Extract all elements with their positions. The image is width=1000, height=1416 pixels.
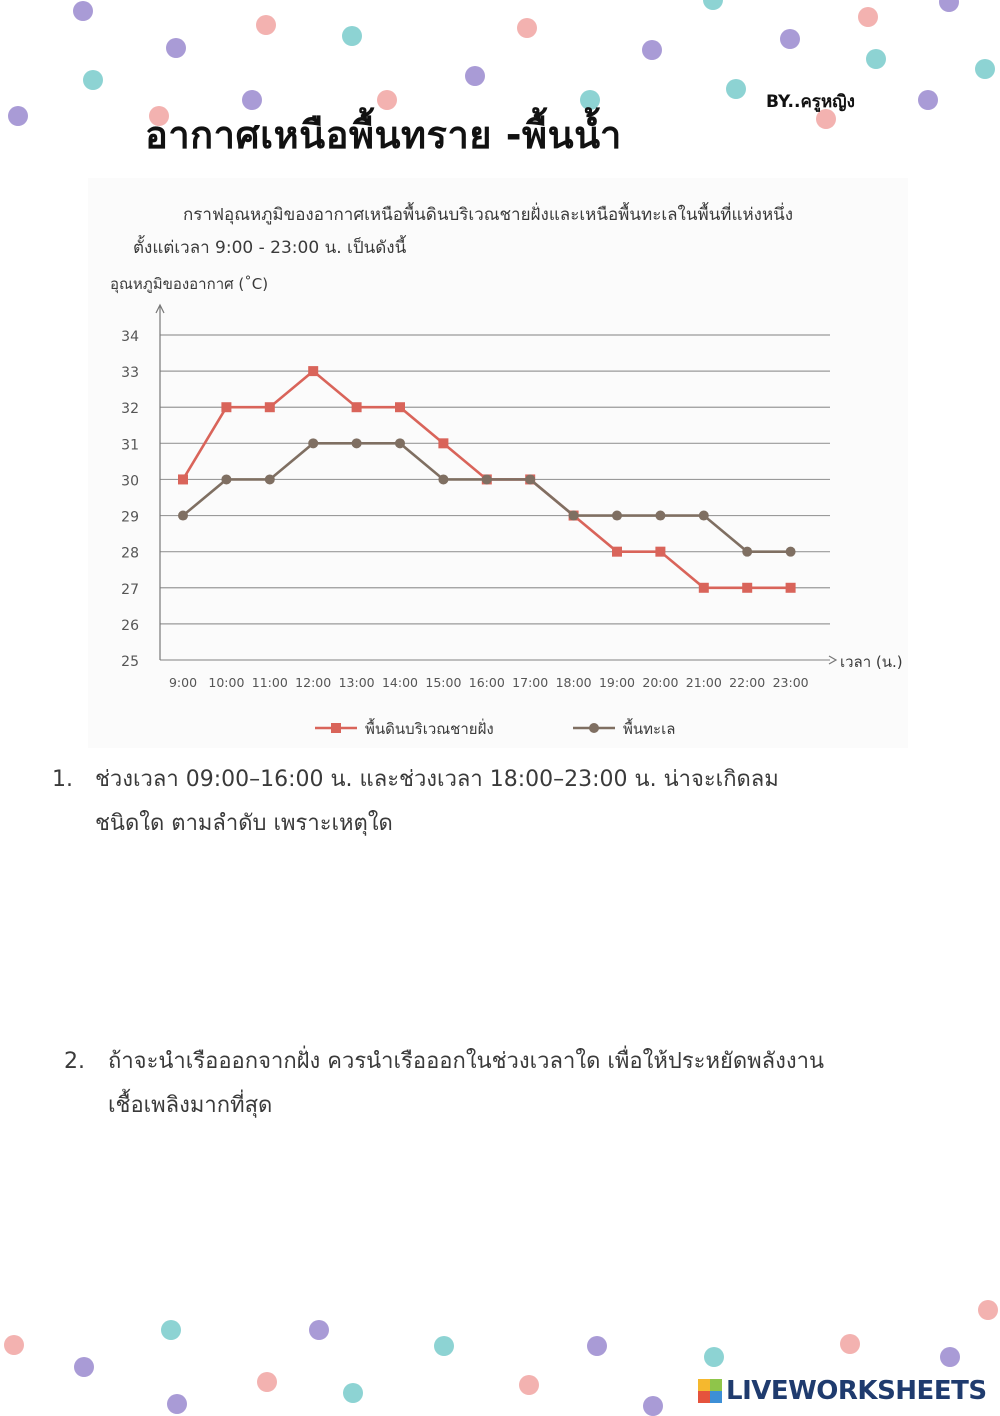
x-tick-label: 17:00 xyxy=(512,675,549,690)
data-point xyxy=(395,438,405,448)
decor-dot xyxy=(256,15,276,35)
x-tick-label: 10:00 xyxy=(208,675,245,690)
decor-dot xyxy=(309,1320,329,1340)
x-tick-label: 20:00 xyxy=(642,675,679,690)
data-point xyxy=(395,402,405,412)
decor-dot xyxy=(73,1,93,21)
decor-dot xyxy=(726,79,746,99)
decor-dot xyxy=(858,7,878,27)
x-tick-label: 22:00 xyxy=(729,675,766,690)
data-point xyxy=(308,438,318,448)
data-point xyxy=(178,511,188,521)
data-point xyxy=(265,402,275,412)
decor-dot xyxy=(167,1394,187,1414)
x-tick-label: 12:00 xyxy=(295,675,332,690)
data-point xyxy=(482,474,492,484)
x-tick-label: 14:00 xyxy=(381,675,419,690)
data-point xyxy=(699,583,709,593)
y-tick-label: 28 xyxy=(121,545,139,562)
decor-dot xyxy=(704,1347,724,1367)
x-tick-label: 19:00 xyxy=(598,675,636,690)
decor-dot xyxy=(978,1300,998,1320)
decor-dot xyxy=(465,66,485,86)
data-point xyxy=(612,511,622,521)
intro-line-2: ตั้งแต่เวลา 9:00 - 23:00 น. เป็นดังนี้ xyxy=(133,238,407,258)
liveworksheets-logo-icon xyxy=(698,1379,722,1403)
y-tick-label: 33 xyxy=(121,365,139,382)
answer-area-1[interactable] xyxy=(95,860,915,1030)
author-credit: BY..ครูหญิง xyxy=(766,92,855,112)
decor-dot xyxy=(74,1357,94,1377)
data-point xyxy=(178,474,188,484)
decor-dot xyxy=(975,59,995,79)
decor-dot xyxy=(703,0,723,10)
x-tick-label: 13:00 xyxy=(338,675,375,690)
decor-dot xyxy=(8,106,28,126)
data-point xyxy=(655,547,665,557)
x-tick-label: 18:00 xyxy=(555,675,592,690)
decor-dot xyxy=(866,49,886,69)
question-number: 2. xyxy=(64,1049,85,1074)
data-point xyxy=(612,547,622,557)
y-tick-label: 34 xyxy=(121,329,139,345)
data-point xyxy=(265,474,275,484)
legend-label: พื้นทะเล xyxy=(623,720,676,738)
decor-dot xyxy=(519,1375,539,1395)
y-tick-label: 29 xyxy=(121,509,139,526)
question-number: 1. xyxy=(52,767,73,792)
question-text-line-1: ช่วงเวลา 09:00–16:00 น. และช่วงเวลา 18:00–23:00 น. น่าจะเกิดลม xyxy=(95,767,779,792)
decor-dot xyxy=(166,38,186,58)
decor-dot xyxy=(257,1372,277,1392)
data-point xyxy=(438,474,448,484)
y-tick-label: 26 xyxy=(121,617,139,634)
data-point xyxy=(655,511,665,521)
brand-text: LIVEWORKSHEETS xyxy=(726,1376,987,1406)
data-point xyxy=(221,402,231,412)
decor-dot xyxy=(343,1383,363,1403)
liveworksheets-brand[interactable] xyxy=(698,1376,987,1406)
data-point xyxy=(786,583,796,593)
data-point xyxy=(699,511,709,521)
x-axis-title: เวลา (น.) xyxy=(840,653,903,671)
worksheet-chart-panel xyxy=(88,178,908,748)
y-tick-label: 32 xyxy=(121,401,139,418)
y-tick-label: 27 xyxy=(121,581,139,598)
question-text-line-2: เชื้อเพลิงมากที่สุด xyxy=(108,1093,273,1118)
decor-dot xyxy=(517,18,537,38)
decor-dot xyxy=(642,40,662,60)
data-point xyxy=(786,547,796,557)
x-tick-label: 9:00 xyxy=(168,675,198,690)
page-title: อากาศเหนือพื้นทราย -พื้นน้ำ xyxy=(145,113,622,157)
decor-dot xyxy=(939,0,959,12)
y-axis-title: อุณหภูมิของอากาศ (˚C) xyxy=(110,275,269,293)
data-point xyxy=(352,438,362,448)
decor-dot xyxy=(780,29,800,49)
x-tick-label: 23:00 xyxy=(772,675,809,690)
intro-line-1: กราฟอุณหภูมิของอากาศเหนือพื้นดินบริเวณชายฝั่งและเหนือพื้นทะเลในพื้นที่แห่งหนึ่ง xyxy=(183,205,794,225)
legend-label: พื้นดินบริเวณชายฝั่ง xyxy=(365,720,494,738)
legend-marker xyxy=(331,723,341,733)
decor-dot xyxy=(940,1347,960,1367)
data-point xyxy=(742,547,752,557)
series-line xyxy=(183,443,791,551)
temperature-line-chart xyxy=(88,178,908,748)
decor-dot xyxy=(840,1334,860,1354)
decor-dot xyxy=(161,1320,181,1340)
question-text-line-2: ชนิดใด ตามลำดับ เพราะเหตุใด xyxy=(95,811,393,836)
question-text-line-1: ถ้าจะนำเรือออกจากฝั่ง ควรนำเรือออกในช่วงเวลาใด เพื่อให้ประหยัดพลังงาน xyxy=(108,1049,824,1074)
x-tick-label: 15:00 xyxy=(425,675,462,690)
data-point xyxy=(569,511,579,521)
question-1 xyxy=(52,758,932,850)
decor-dot xyxy=(587,1336,607,1356)
x-axis-arrow-icon xyxy=(829,656,836,664)
decor-dot xyxy=(4,1335,24,1355)
data-point xyxy=(221,474,231,484)
y-tick-label: 25 xyxy=(121,654,139,670)
x-tick-label: 11:00 xyxy=(251,675,288,690)
data-point xyxy=(438,438,448,448)
decor-dot xyxy=(918,90,938,110)
x-tick-label: 16:00 xyxy=(468,675,505,690)
x-tick-label: 21:00 xyxy=(685,675,722,690)
decor-dot xyxy=(643,1396,663,1416)
data-point xyxy=(308,366,318,376)
data-point xyxy=(742,583,752,593)
decor-dot xyxy=(342,26,362,46)
answer-area-2[interactable] xyxy=(108,1140,918,1290)
y-tick-label: 30 xyxy=(121,473,139,490)
data-point xyxy=(352,402,362,412)
data-point xyxy=(525,474,535,484)
y-tick-label: 31 xyxy=(121,437,139,454)
question-2 xyxy=(64,1040,934,1132)
decor-dot xyxy=(434,1336,454,1356)
decor-dot xyxy=(83,70,103,90)
legend-marker xyxy=(589,723,599,733)
